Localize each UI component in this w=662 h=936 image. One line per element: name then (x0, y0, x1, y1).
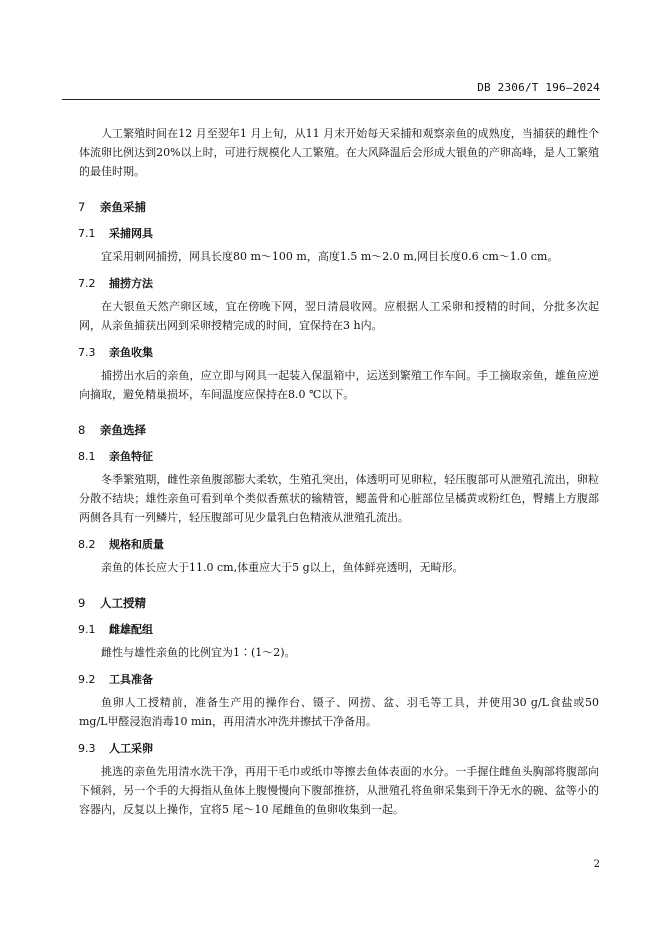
paragraph-8-1: 冬季繁殖期，雌性亲鱼腹部膨大柔软，生殖孔突出，体透明可见卵粒，轻压腹部可从泄殖孔流出，卵粒分散不结块；雄性亲鱼可看到单个类似香蕉状的输精管，鳃盖骨和心脏部位呈橘黄或粉红色，臀鳍上方腹部两侧各具有一列鳞片，轻压腹部可见少量乳白色精液从泄殖孔流出。 (79, 473, 599, 524)
subsection-number: 7.2 (78, 277, 96, 290)
section-number: 9 (78, 596, 86, 610)
subsection-number: 8.2 (78, 538, 96, 551)
section-heading-7 (78, 199, 599, 215)
paragraph-7-1: 宜采用刺网捕捞，网具长度80 m～100 m，高度1.5 m～2.0 m,网目长度0.6 cm～1.0 cm。 (101, 250, 559, 263)
paragraph-7-2: 在大银鱼天然产卵区域，宜在傍晚下网，翌日清晨收网。应根据人工采卵和授精的时间，分批多次起网，从亲鱼捕获出网到采卵授精完成的时间，宜保持在3 h内。 (79, 300, 599, 332)
section-heading-8 (78, 422, 599, 438)
subsection-title: 规格和质量 (109, 538, 164, 551)
subsection-heading-9-2 (78, 671, 599, 687)
subsection-title: 捕捞方法 (109, 277, 153, 290)
subsection-heading-7-1 (78, 225, 599, 241)
subsection-heading-7-2 (78, 275, 599, 291)
header-rule (62, 99, 600, 100)
intro-paragraph: 人工繁殖时间在12 月至翌年1 月上旬，从11 月末开始每天采捕和观察亲鱼的成熟度，当捕获的雌性个体流卵比例达到20%以上时，可进行规模化人工繁殖。在大风降温后会形成大银鱼的产卵高峰，是人工繁殖的最佳时期。 (79, 127, 599, 178)
subsection-heading-9-3 (78, 740, 599, 756)
paragraph-8-2: 亲鱼的体长应大于11.0 cm,体重应大于5 g以上，鱼体鲜亮透明，无畸形。 (101, 561, 464, 574)
subsection-heading-8-2 (78, 536, 599, 552)
subsection-title: 亲鱼收集 (109, 346, 153, 359)
subsection-number: 7.1 (78, 227, 96, 240)
section-number: 8 (78, 423, 86, 437)
section-title: 人工授精 (100, 596, 146, 610)
document-body (79, 124, 599, 819)
paragraph-7-3: 捕捞出水后的亲鱼，应立即与网具一起装入保温箱中，运送到繁殖工作车间。手工摘取亲鱼，雄鱼应逆向摘取，避免精巢损坏，车间温度应保持在8.0 ℃以下。 (79, 369, 599, 401)
subsection-title: 采捕网具 (109, 227, 153, 240)
subsection-heading-8-1 (78, 448, 599, 464)
subsection-number: 7.3 (78, 346, 96, 359)
subsection-number: 9.1 (78, 623, 96, 636)
subsection-number: 9.2 (78, 673, 96, 686)
section-title: 亲鱼选择 (100, 423, 146, 437)
subsection-heading-9-1 (78, 621, 599, 637)
document-code: DB 2306/T 196—2024 (477, 81, 600, 94)
section-title: 亲鱼采捕 (100, 200, 146, 214)
page-number: 2 (593, 859, 600, 870)
paragraph-9-1: 雌性与雄性亲鱼的比例宜为1∶(1～2)。 (101, 646, 296, 659)
paragraph-9-2: 鱼卵人工授精前，准备生产用的操作台、镊子、网捞、盆、羽毛等工具，并使用30 g/L食盐或50 mg/L甲醛浸泡消毒10 min，再用清水冲洗并擦拭干净备用。 (79, 696, 599, 728)
subsection-title: 工具准备 (109, 673, 153, 686)
subsection-title: 人工采卵 (109, 742, 153, 755)
subsection-title: 雌雄配组 (109, 623, 153, 636)
section-number: 7 (78, 200, 86, 214)
subsection-title: 亲鱼特征 (109, 450, 153, 463)
section-heading-9 (78, 595, 599, 611)
paragraph-9-3: 挑选的亲鱼先用清水洗干净，再用干毛巾或纸巾等擦去鱼体表面的水分。一手握住雌鱼头胸部将腹部向下倾斜，另一个手的大拇指从鱼体上腹慢慢向下腹部推挤，从泄殖孔将鱼卵采集到干净无水的碗、盆等小的容器内，反复以上操作，宜将5 尾～10 尾雌鱼的鱼卵收集到一起。 (79, 765, 599, 816)
subsection-number: 8.1 (78, 450, 96, 463)
subsection-number: 9.3 (78, 742, 96, 755)
subsection-heading-7-3 (78, 344, 599, 360)
